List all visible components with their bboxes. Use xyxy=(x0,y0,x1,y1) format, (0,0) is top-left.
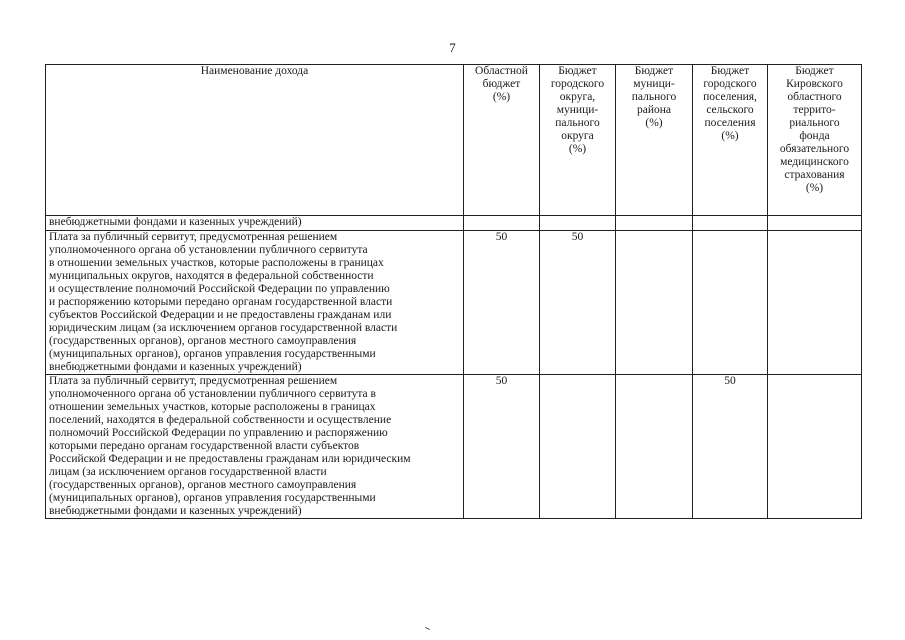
header-city-district-budget: Бюджет городского округа, муници- пального округа (%) xyxy=(540,65,616,216)
medical-insurance-fund-value xyxy=(768,231,862,375)
header-settlement-budget: Бюджет городского поселения, сельского поселения (%) xyxy=(693,65,768,216)
municipal-district-budget-value xyxy=(616,231,693,375)
revenue-distribution-table xyxy=(45,64,862,519)
medical-insurance-fund-value xyxy=(768,375,862,519)
municipal-district-budget-value xyxy=(616,216,693,231)
header-revenue-name: Наименование дохода xyxy=(46,65,464,216)
municipal-district-budget-value xyxy=(616,375,693,519)
settlement-budget-value: 50 xyxy=(693,375,768,519)
revenue-name-cell: Плата за публичный сервитут, предусмотренная решением уполномоченного органа об установлении публичного сервитута в отношении земельных участков, которые расположены в границах муниципальных округов, находятся в федеральной собственности и осуществление полномочий Российской Федерации по управлению и распоряжению которыми передано органам государственной власти субъектов Российской Федерации и не предоставлены гражданам или юридическим лицам (за исключением органов государственной власти (государственных органов), органов местного самоуправления (муниципальных органов), органов управления государственными внебюджетными фондами и казенных учреждений) xyxy=(46,231,464,375)
regional-budget-value xyxy=(464,216,540,231)
page-number: 7 xyxy=(449,40,456,55)
header-regional-budget: Областной бюджет (%) xyxy=(464,65,540,216)
header-municipal-district-budget: Бюджет муници- пального района (%) xyxy=(616,65,693,216)
table-row xyxy=(46,231,862,375)
regional-budget-value: 50 xyxy=(464,231,540,375)
table-row xyxy=(46,216,862,231)
settlement-budget-value xyxy=(693,231,768,375)
revenue-name-cell: внебюджетными фондами и казенных учреждений) xyxy=(46,216,464,231)
city-district-budget-value: 50 xyxy=(540,231,616,375)
table-header-row xyxy=(46,65,862,216)
city-district-budget-value xyxy=(540,216,616,231)
medical-insurance-fund-value xyxy=(768,216,862,231)
regional-budget-value: 50 xyxy=(464,375,540,519)
table-row xyxy=(46,375,862,519)
header-medical-insurance-fund-budget: Бюджет Кировского областного террито- риального фонда обязательного медицинского страхования (%) xyxy=(768,65,862,216)
scan-speck xyxy=(425,627,430,630)
city-district-budget-value xyxy=(540,375,616,519)
revenue-name-cell: Плата за публичный сервитут, предусмотренная решением уполномоченного органа об установлении публичного сервитута в отношении земельных участков, которые расположены в границах поселений, находятся в федеральной собственности и осуществление полномочий Российской Федерации по управлению и распоряжению которыми передано органам государственной власти субъектов Российской Федерации и не предоставлены гражданам или юридическим лицам (за исключением органов государственной власти (государственных органов), органов местного самоуправления (муниципальных органов), органов управления государственными внебюджетными фондами и казенных учреждений) xyxy=(46,375,464,519)
settlement-budget-value xyxy=(693,216,768,231)
